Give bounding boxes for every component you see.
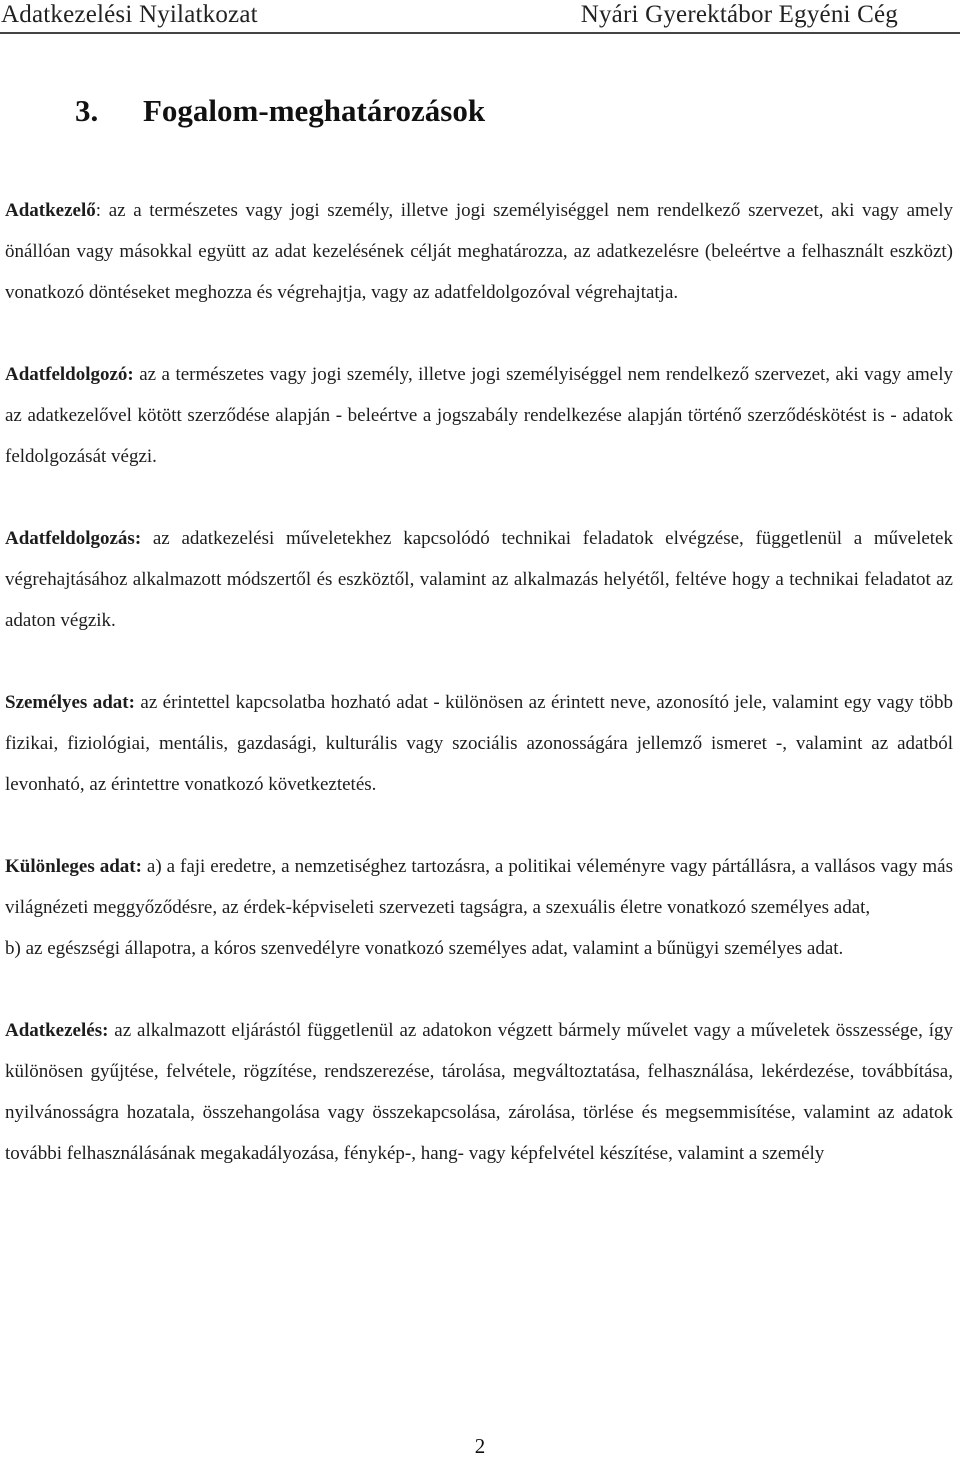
definition-term: Adatfeldolgozás:: [5, 528, 142, 549]
section-heading: [75, 91, 485, 131]
definition-term: Személyes adat:: [5, 692, 135, 713]
definition-term: Adatkezelő: [5, 200, 96, 221]
paragraph-spacer: [5, 641, 953, 682]
definition-kulonleges-adat: [5, 846, 953, 928]
definition-text: a) a faji eredetre, a nemzetiséghez tartozásra, a politikai véleményre vagy pártállásra, a vallásos vagy más világnézeti meggyőződésre, az érdek-képviseleti szervezeti tagságra, a szexuális életre vonatkozó személyes adat,: [5, 856, 954, 918]
header-company-name: Nyári Gyerektábor Egyéni Cég: [580, 1, 898, 28]
definition-text: b) az egészségi állapotra, a kóros szenvedélyre vonatkozó személyes adat, valamint a bűnügyi személyes adat.: [5, 938, 844, 959]
definition-text: az érintettel kapcsolatba hozható adat - különösen az érintett neve, azonosító jele, valamint egy vagy több fizikai, fiziológiai, mentális, gazdasági, kulturális vagy szociális azonosságára jellemző ismeret -, valamint az adatból levonható, az érintettre vonatkozó következtetés.: [5, 692, 953, 795]
paragraph-spacer: [5, 477, 953, 518]
definition-term: Adatfeldolgozó:: [5, 364, 134, 385]
paragraph-spacer: [5, 313, 953, 354]
definition-adatkezelo: [5, 190, 953, 313]
definition-term: Adatkezelés:: [5, 1020, 109, 1041]
paragraph-spacer: [5, 969, 953, 1010]
page-number: 2: [474, 1434, 486, 1458]
definition-term: Különleges adat:: [5, 856, 142, 877]
paragraph-spacer: [5, 805, 953, 846]
definition-szemelyes-adat: [5, 682, 953, 805]
definition-text: az adatkezelési műveletekhez kapcsolódó technikai feladatok elvégzése, függetlenül a műveletek végrehajtásához alkalmazott módszertől és eszköztől, valamint az alkalmazás helyétől, feltéve hogy a technikai feladatot az adaton végzik.: [5, 528, 953, 631]
definition-text: az a természetes vagy jogi személy, illetve jogi személyiséggel nem rendelkező szervezet, aki vagy amely az adatkezelővel kötött szerződése alapján - beleértve a jogszabály rendelkezése alapján történő szerződéskötést is - adatok feldolgozását végzi.: [5, 364, 953, 467]
header-document-title: Adatkezelési Nyilatkozat: [1, 1, 258, 28]
header-divider: [0, 32, 960, 34]
page-header: [0, 0, 960, 34]
definition-separator: :: [95, 200, 109, 221]
definition-adatfeldolgozas: [5, 518, 953, 641]
definition-adatkezeles: [5, 1010, 953, 1174]
definition-text: az a természetes vagy jogi személy, illetve jogi személyiséggel nem rendelkező szervezet, aki vagy amely önállóan vagy másokkal együtt az adat kezelésének célját meghatározza, az adatkezelésre (beleértve a felhasznált eszközt) vonatkozó döntéseket meghozza és végrehajtja, vagy az adatfeldolgozóval végrehajtatja.: [5, 200, 953, 303]
definitions-body: [5, 190, 953, 1174]
section-number: 3.: [75, 93, 99, 128]
definition-text: az alkalmazott eljárástól függetlenül az adatokon végzett bármely művelet vagy a műveletek összessége, így különösen gyűjtése, felvétele, rögzítése, rendszerezése, tárolása, megváltoztatása, felhasználása, lekérdezése, továbbítása, nyilvánosságra hozatala, összehangolása vagy összekapcsolása, zárolása, törlése és megsemmisítése, valamint az adatok további felhasználásának megakadályozása, fénykép-, hang- vagy képfelvétel készítése, valamint a személy: [5, 1020, 953, 1164]
definition-kulonleges-adat-b: [5, 928, 953, 969]
section-title: Fogalom-meghatározások: [143, 93, 486, 128]
definition-adatfeldolgozo: [5, 354, 953, 477]
